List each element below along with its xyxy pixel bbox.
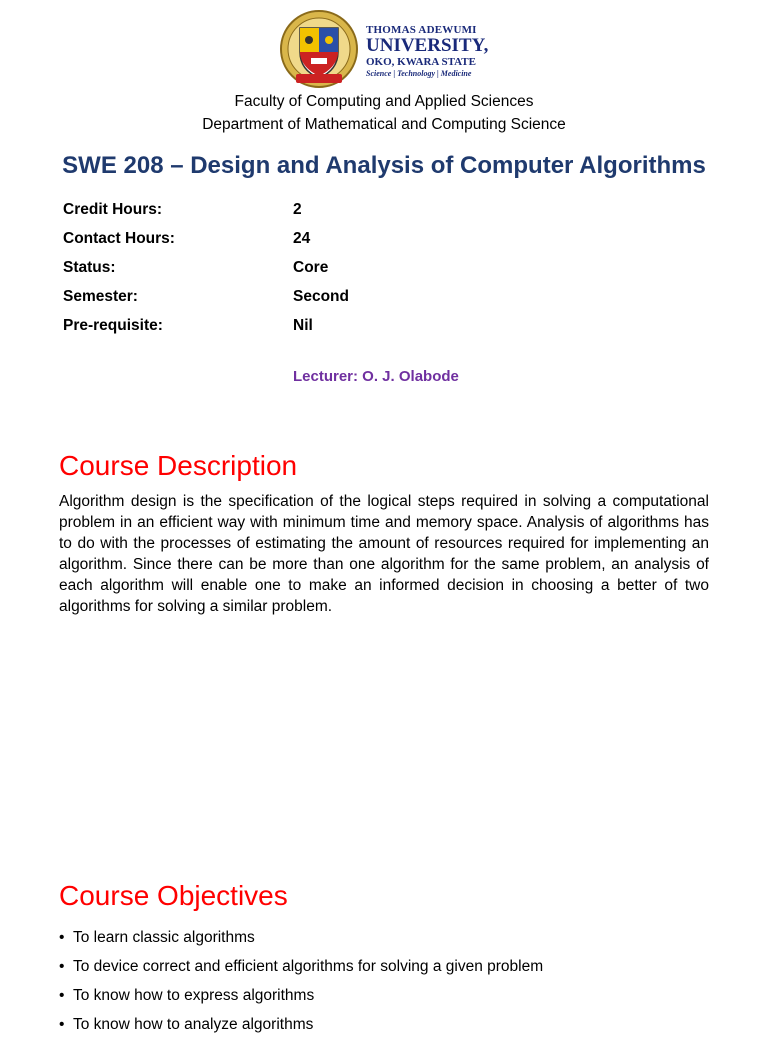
faculty-block bbox=[0, 90, 768, 136]
university-location: OKO, KWARA STATE bbox=[366, 56, 476, 68]
list-item bbox=[59, 926, 543, 955]
course-title: SWE 208 – Design and Analysis of Computer Algorithms bbox=[62, 152, 706, 179]
list-item bbox=[59, 984, 543, 1013]
objective-text: To device correct and efficient algorithms for solving a given problem bbox=[73, 958, 544, 975]
detail-row bbox=[63, 311, 349, 340]
detail-label: Pre-requisite: bbox=[63, 316, 163, 334]
university-logo bbox=[278, 8, 498, 90]
bullet-icon: • bbox=[59, 958, 65, 975]
objective-text: To learn classic algorithms bbox=[73, 929, 255, 946]
objective-text: To know how to express algorithms bbox=[73, 987, 315, 1004]
detail-label: Semester: bbox=[63, 287, 138, 305]
university-motto: Science | Technology | Medicine bbox=[366, 69, 472, 78]
university-name bbox=[366, 24, 506, 79]
course-objectives-list bbox=[59, 926, 543, 1042]
detail-label: Status: bbox=[63, 258, 116, 276]
bullet-icon: • bbox=[59, 987, 65, 1004]
list-item bbox=[59, 955, 543, 984]
objective-text: To know how to analyze algorithms bbox=[73, 1016, 314, 1033]
detail-value: Nil bbox=[293, 316, 313, 334]
detail-value: 24 bbox=[293, 229, 311, 247]
course-description-text: Algorithm design is the specification of the logical steps required in solving a computational problem in an efficient way with minimum time and memory space. Analysis of algorithms has to do with the processes of estimating the amount of resources required for implementing an algorithm. Since there can be more than one algorithm for the same problem, an analysis of each algorithm will enable one to make an informed decision in choosing a better of two algorithms for solving a similar problem. bbox=[59, 493, 709, 615]
university-name-top: THOMAS ADEWUMI bbox=[366, 24, 477, 36]
university-crest-icon bbox=[278, 8, 360, 90]
list-item bbox=[59, 1013, 543, 1042]
detail-row bbox=[63, 224, 349, 253]
course-description-heading: Course Description bbox=[59, 450, 298, 481]
bullet-icon: • bbox=[59, 1016, 65, 1033]
lecturer-name: Lecturer: O. J. Olabode bbox=[293, 368, 459, 385]
detail-row bbox=[63, 282, 349, 311]
detail-row bbox=[63, 195, 349, 224]
detail-value: 2 bbox=[293, 200, 302, 218]
detail-value: Core bbox=[293, 258, 329, 276]
detail-row bbox=[63, 253, 349, 282]
detail-value: Second bbox=[293, 287, 349, 305]
detail-label: Credit Hours: bbox=[63, 200, 163, 218]
course-objectives-heading: Course Objectives bbox=[59, 880, 288, 911]
detail-label: Contact Hours: bbox=[63, 229, 175, 247]
bullet-icon: • bbox=[59, 929, 65, 946]
course-details-table bbox=[63, 195, 349, 340]
faculty-name: Faculty of Computing and Applied Sciences bbox=[234, 93, 534, 110]
university-name-main: UNIVERSITY, bbox=[366, 35, 489, 56]
department-name: Department of Mathematical and Computing Science bbox=[202, 116, 566, 133]
